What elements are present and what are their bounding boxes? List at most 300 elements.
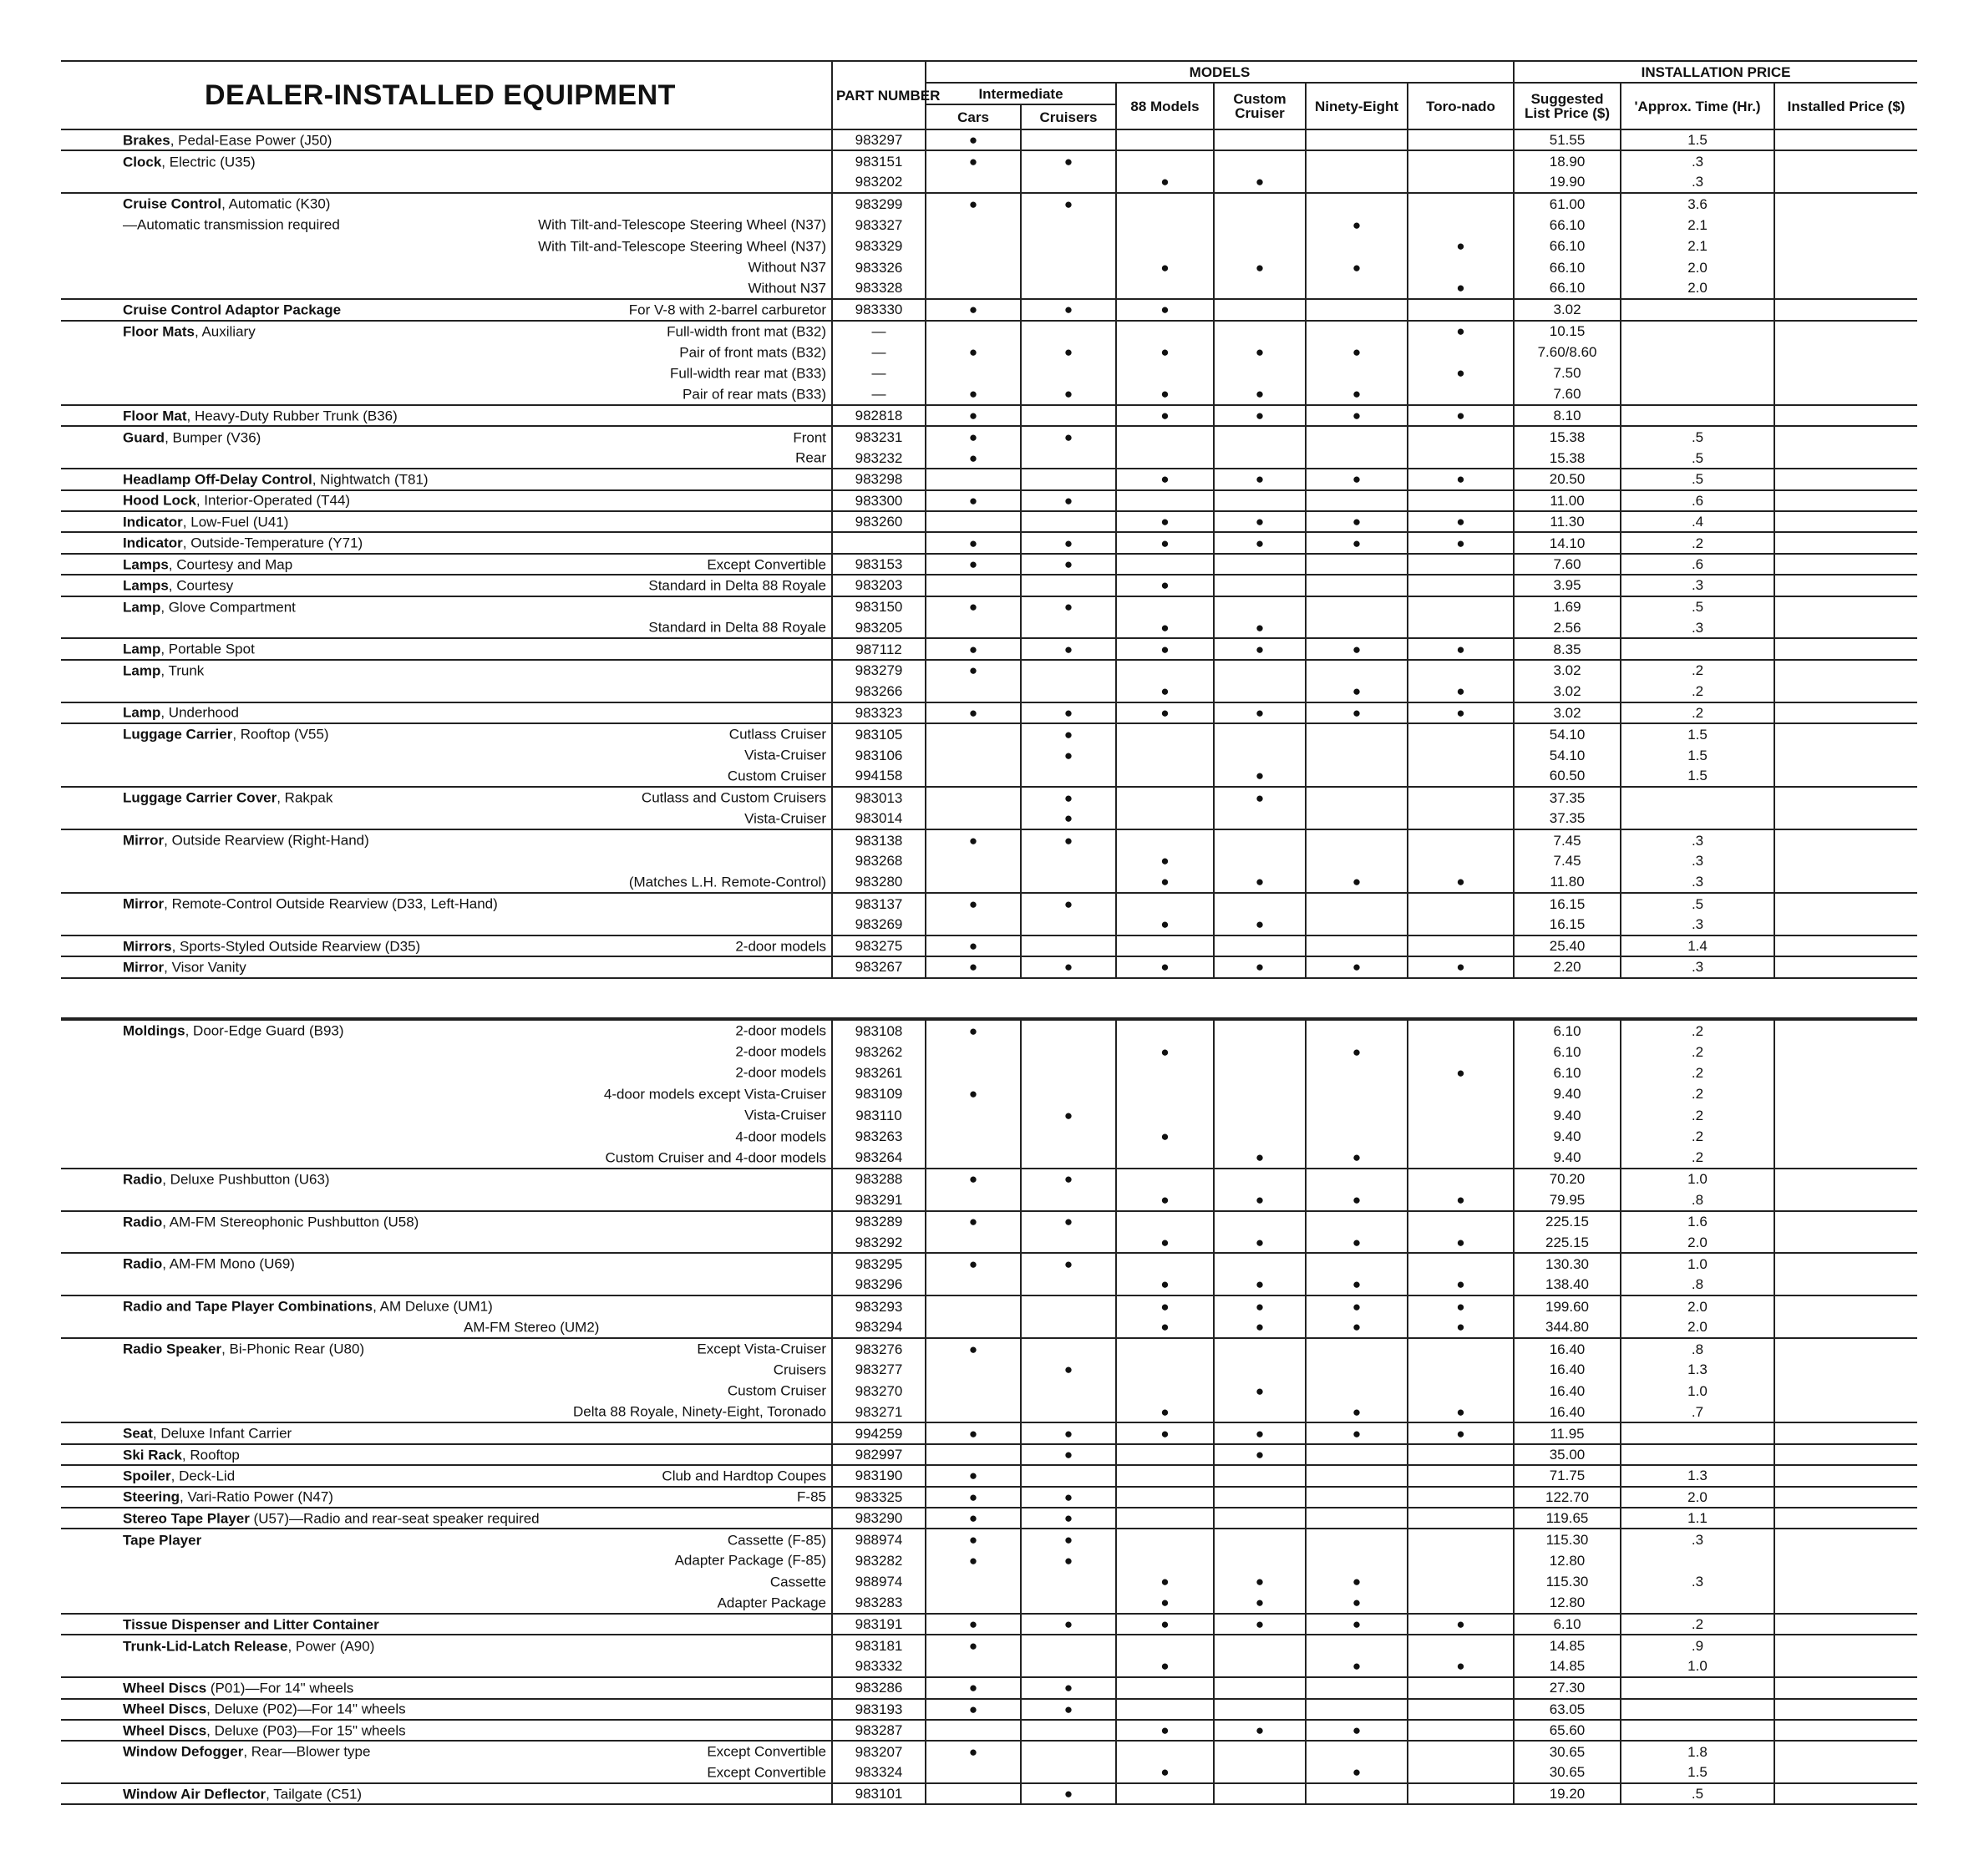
part-number: 983325 <box>832 1487 926 1508</box>
model-88-models-cell <box>1116 1316 1214 1337</box>
approx-time: .4 <box>1621 511 1774 532</box>
availability-dot-icon: ● <box>1352 1425 1362 1442</box>
list-price: 6.10 <box>1514 1614 1621 1635</box>
model-88-models-cell <box>1116 1614 1214 1635</box>
model-cars-cell <box>926 1316 1021 1337</box>
item-label <box>123 1702 406 1716</box>
model-toronado-cell <box>1408 1465 1514 1486</box>
installed-price <box>1774 1677 1917 1698</box>
installed-price <box>1774 1571 1917 1592</box>
model-toronado-cell <box>1408 532 1514 553</box>
list-price: 2.20 <box>1514 956 1621 977</box>
list-price: 11.80 <box>1514 872 1621 893</box>
item-description: —Automatic transmission required <box>123 216 340 233</box>
item-name: Lamp <box>123 662 161 679</box>
availability-dot-icon: ● <box>1255 386 1265 403</box>
model-toronado-cell <box>1408 1741 1514 1762</box>
model-toronado-cell <box>1408 342 1514 363</box>
list-price: 7.50 <box>1514 363 1621 383</box>
availability-dot-icon: ● <box>1063 895 1073 912</box>
model-cars-cell <box>926 1656 1021 1677</box>
model-88-models-cell <box>1116 850 1214 871</box>
model-cruisers-cell <box>1021 660 1116 681</box>
item-description: , AM-FM Stereophonic Pushbutton (U58) <box>162 1214 419 1230</box>
model-cruisers-cell <box>1021 1444 1116 1465</box>
list-price: 344.80 <box>1514 1316 1621 1337</box>
installed-price <box>1774 744 1917 765</box>
item-variant: 2-door models <box>735 1043 826 1060</box>
availability-dot-icon: ● <box>1160 1128 1170 1145</box>
table-row <box>61 342 1917 363</box>
item-cell <box>61 1635 832 1655</box>
model-ninety-eight-cell <box>1306 1232 1408 1253</box>
model-cars-cell <box>926 554 1021 575</box>
item-label <box>123 1024 344 1038</box>
approx-time: 1.0 <box>1621 1381 1774 1402</box>
model-88-models-cell <box>1116 150 1214 171</box>
list-price: 27.30 <box>1514 1677 1621 1698</box>
model-custom-cruiser-cell <box>1214 1020 1306 1041</box>
list-price: 30.65 <box>1514 1741 1621 1762</box>
model-ninety-eight-cell <box>1306 723 1408 744</box>
approx-time: .6 <box>1621 490 1774 511</box>
item-variant: Cutlass Cruiser <box>728 726 826 743</box>
model-toronado-cell <box>1408 384 1514 405</box>
model-cars-cell <box>926 426 1021 447</box>
model-88-models-cell <box>1116 1699 1214 1720</box>
model-toronado-cell <box>1408 511 1514 532</box>
model-88-models-cell <box>1116 1508 1214 1529</box>
installed-price <box>1774 1189 1917 1210</box>
approx-time: 1.0 <box>1621 1656 1774 1677</box>
availability-dot-icon: ● <box>968 408 978 424</box>
availability-dot-icon: ● <box>1160 471 1170 488</box>
list-price: 8.35 <box>1514 638 1621 659</box>
model-cruisers-cell <box>1021 702 1116 723</box>
approx-time <box>1621 405 1774 426</box>
model-88-models-cell <box>1116 1147 1214 1168</box>
model-88-models-cell <box>1116 1720 1214 1741</box>
installed-price <box>1774 702 1917 723</box>
model-custom-cruiser-cell <box>1214 150 1306 171</box>
item-cell <box>61 448 832 469</box>
model-cruisers-cell <box>1021 1529 1116 1549</box>
model-cars-cell <box>926 744 1021 765</box>
model-ninety-eight-cell <box>1306 1105 1408 1126</box>
part-number: 983151 <box>832 150 926 171</box>
model-custom-cruiser-cell <box>1214 1783 1306 1804</box>
item-cell <box>61 490 832 511</box>
part-number: 983328 <box>832 278 926 299</box>
model-custom-cruiser-cell <box>1214 1635 1306 1655</box>
table-row <box>61 1020 1917 1041</box>
item-label <box>123 133 332 147</box>
model-custom-cruiser-cell <box>1214 766 1306 787</box>
model-custom-cruiser-cell <box>1214 1487 1306 1508</box>
model-cruisers-cell <box>1021 1338 1116 1359</box>
model-ninety-eight-cell <box>1306 342 1408 363</box>
part-number: 983137 <box>832 893 926 914</box>
availability-dot-icon: ● <box>1063 599 1073 616</box>
model-toronado-cell <box>1408 1677 1514 1698</box>
list-price: 115.30 <box>1514 1529 1621 1549</box>
item-variant: Except Vista-Cruiser <box>697 1341 826 1357</box>
table-row <box>61 1783 1917 1804</box>
table-row <box>61 405 1917 426</box>
approx-time: .3 <box>1621 872 1774 893</box>
item-variant: Delta 88 Royale, Ninety-Eight, Toronado <box>572 1403 826 1420</box>
model-ninety-eight-cell <box>1306 405 1408 426</box>
model-custom-cruiser-cell <box>1214 829 1306 850</box>
list-price: 138.40 <box>1514 1275 1621 1295</box>
model-ninety-eight-cell <box>1306 129 1408 150</box>
item-cell <box>61 342 832 363</box>
table-row <box>61 469 1917 489</box>
approx-time: .7 <box>1621 1402 1774 1422</box>
list-price: 3.95 <box>1514 575 1621 596</box>
model-cruisers-cell <box>1021 1275 1116 1295</box>
item-cell <box>61 1041 832 1062</box>
availability-dot-icon: ● <box>968 959 978 976</box>
availability-dot-icon: ● <box>1160 1043 1170 1060</box>
list-price: 7.45 <box>1514 850 1621 871</box>
model-ninety-eight-cell <box>1306 1741 1408 1762</box>
list-price: 7.60/8.60 <box>1514 342 1621 363</box>
list-price: 63.05 <box>1514 1699 1621 1720</box>
item-variant: Except Convertible <box>707 1743 826 1760</box>
table-row <box>61 1105 1917 1126</box>
installed-price <box>1774 893 1917 914</box>
model-ninety-eight-cell <box>1306 256 1408 277</box>
approx-time: .2 <box>1621 1041 1774 1062</box>
item-label <box>123 155 256 169</box>
model-cruisers-cell <box>1021 215 1116 236</box>
availability-dot-icon: ● <box>1160 302 1170 318</box>
availability-dot-icon: ● <box>1255 641 1265 657</box>
model-ninety-eight-cell <box>1306 1083 1408 1104</box>
model-custom-cruiser-cell <box>1214 490 1306 511</box>
model-custom-cruiser-cell <box>1214 1508 1306 1529</box>
model-cruisers-cell <box>1021 1126 1116 1147</box>
model-cruisers-cell <box>1021 554 1116 575</box>
item-cell <box>61 1316 832 1337</box>
model-cruisers-cell <box>1021 638 1116 659</box>
approx-time: .8 <box>1621 1189 1774 1210</box>
model-cruisers-cell <box>1021 278 1116 299</box>
item-cell <box>61 1020 832 1041</box>
model-custom-cruiser-cell <box>1214 1295 1306 1316</box>
item-cell <box>61 532 832 553</box>
model-custom-cruiser-cell <box>1214 1253 1306 1274</box>
model-toronado-cell <box>1408 193 1514 214</box>
list-price: 20.50 <box>1514 469 1621 489</box>
model-custom-cruiser-cell <box>1214 342 1306 363</box>
availability-dot-icon: ● <box>1063 810 1073 827</box>
model-custom-cruiser-cell <box>1214 596 1306 617</box>
model-88-models-cell <box>1116 1083 1214 1104</box>
list-price: 15.38 <box>1514 426 1621 447</box>
approx-time: .3 <box>1621 829 1774 850</box>
part-number: 983323 <box>832 702 926 723</box>
item-name: Indicator <box>123 514 183 530</box>
approx-time: 1.5 <box>1621 723 1774 744</box>
availability-dot-icon: ● <box>1063 747 1073 763</box>
model-88-models-cell <box>1116 1762 1214 1783</box>
item-variant: Pair of rear mats (B33) <box>683 386 826 403</box>
installed-price <box>1774 660 1917 681</box>
item-variant: Without N37 <box>748 280 826 297</box>
approx-time: 1.8 <box>1621 1741 1774 1762</box>
model-ninety-eight-cell <box>1306 215 1408 236</box>
availability-dot-icon: ● <box>1160 1234 1170 1250</box>
model-cars-cell <box>926 1529 1021 1549</box>
availability-dot-icon: ● <box>1063 344 1073 361</box>
table-row <box>61 617 1917 638</box>
installed-price <box>1774 363 1917 383</box>
model-cars-cell <box>926 172 1021 193</box>
availability-dot-icon: ● <box>968 344 978 361</box>
item-description: , Deluxe (P02)—For 14" wheels <box>206 1701 406 1717</box>
model-cruisers-cell <box>1021 1359 1116 1380</box>
item-label <box>123 1172 330 1186</box>
model-88-models-cell <box>1116 1402 1214 1422</box>
availability-dot-icon: ● <box>1063 1680 1073 1696</box>
approx-time: .3 <box>1621 850 1774 871</box>
model-cars-cell <box>926 1487 1021 1508</box>
approx-time: .3 <box>1621 956 1774 977</box>
model-cruisers-cell <box>1021 723 1116 744</box>
model-cars-cell <box>926 1402 1021 1422</box>
model-88-models-cell <box>1116 426 1214 447</box>
installed-price <box>1774 1381 1917 1402</box>
model-toronado-cell <box>1408 299 1514 320</box>
model-custom-cruiser-cell <box>1214 426 1306 447</box>
list-price: 122.70 <box>1514 1487 1621 1508</box>
availability-dot-icon: ● <box>1352 344 1362 361</box>
model-ninety-eight-cell <box>1306 1211 1408 1232</box>
part-number: 983262 <box>832 1041 926 1062</box>
approx-time <box>1621 342 1774 363</box>
table-row <box>61 1656 1917 1677</box>
col-group-intermediate: Intermediate <box>926 83 1116 104</box>
availability-dot-icon: ● <box>1255 1276 1265 1293</box>
model-cars-cell <box>926 363 1021 383</box>
availability-dot-icon: ● <box>1352 1234 1362 1250</box>
list-price: 37.35 <box>1514 787 1621 808</box>
model-88-models-cell <box>1116 1359 1214 1380</box>
model-88-models-cell <box>1116 172 1214 193</box>
part-number: — <box>832 342 926 363</box>
availability-dot-icon: ● <box>968 1680 978 1696</box>
model-cruisers-cell <box>1021 809 1116 829</box>
model-toronado-cell <box>1408 1126 1514 1147</box>
table-row <box>61 766 1917 787</box>
model-cruisers-cell <box>1021 1762 1116 1783</box>
availability-dot-icon: ● <box>1456 704 1465 721</box>
availability-dot-icon: ● <box>1255 916 1265 933</box>
list-price: 30.65 <box>1514 1762 1621 1783</box>
model-toronado-cell <box>1408 1083 1514 1104</box>
model-ninety-eight-cell <box>1306 744 1408 765</box>
model-cars-cell <box>926 469 1021 489</box>
model-toronado-cell <box>1408 1041 1514 1062</box>
model-toronado-cell <box>1408 363 1514 383</box>
availability-dot-icon: ● <box>1063 195 1073 212</box>
page-title: DEALER-INSTALLED EQUIPMENT <box>61 61 832 129</box>
model-custom-cruiser-cell <box>1214 681 1306 702</box>
model-88-models-cell <box>1116 215 1214 236</box>
table-row <box>61 215 1917 236</box>
model-88-models-cell <box>1116 893 1214 914</box>
item-cell <box>61 914 832 935</box>
approx-time: 2.0 <box>1621 1487 1774 1508</box>
model-toronado-cell <box>1408 809 1514 829</box>
item-cell <box>61 1147 832 1168</box>
item-name: Floor Mat <box>123 408 187 424</box>
model-ninety-eight-cell <box>1306 1783 1408 1804</box>
model-cars-cell <box>926 1635 1021 1655</box>
installed-price <box>1774 766 1917 787</box>
model-ninety-eight-cell <box>1306 893 1408 914</box>
table-row <box>61 914 1917 935</box>
installed-price <box>1774 681 1917 702</box>
model-cars-cell <box>926 236 1021 256</box>
list-price: 9.40 <box>1514 1126 1621 1147</box>
part-number: 983270 <box>832 1381 926 1402</box>
model-cruisers-cell <box>1021 1593 1116 1614</box>
approx-time: 1.0 <box>1621 1169 1774 1189</box>
list-price: 115.30 <box>1514 1571 1621 1592</box>
item-label <box>123 1681 353 1695</box>
availability-dot-icon: ● <box>1255 789 1265 806</box>
item-name: Cruise Control Adaptor Package <box>123 302 342 318</box>
item-variant: Custom Cruiser <box>727 768 826 784</box>
installed-price <box>1774 469 1917 489</box>
model-toronado-cell <box>1408 1316 1514 1337</box>
model-ninety-eight-cell <box>1306 1614 1408 1635</box>
list-price: 6.10 <box>1514 1020 1621 1041</box>
availability-dot-icon: ● <box>1063 154 1073 170</box>
part-number: 983191 <box>832 1614 926 1635</box>
item-variant: For V-8 with 2-barrel carburetor <box>628 302 826 318</box>
availability-dot-icon: ● <box>1160 386 1170 403</box>
table-row <box>61 956 1917 977</box>
model-custom-cruiser-cell <box>1214 172 1306 193</box>
col-group-models: MODELS <box>926 61 1514 83</box>
table-row <box>61 872 1917 893</box>
model-ninety-eight-cell <box>1306 660 1408 681</box>
item-cell <box>61 1359 832 1380</box>
model-cars-cell <box>926 1444 1021 1465</box>
availability-dot-icon: ● <box>1352 959 1362 976</box>
part-number: 983279 <box>832 660 926 681</box>
model-custom-cruiser-cell <box>1214 1529 1306 1549</box>
part-number: 983271 <box>832 1402 926 1422</box>
approx-time: 2.1 <box>1621 215 1774 236</box>
model-cars-cell <box>926 1275 1021 1295</box>
model-toronado-cell <box>1408 1508 1514 1529</box>
model-cars-cell <box>926 1381 1021 1402</box>
availability-dot-icon: ● <box>1160 1319 1170 1336</box>
item-label <box>123 1639 374 1653</box>
availability-dot-icon: ● <box>1160 577 1170 594</box>
table-row <box>61 893 1917 914</box>
model-cars-cell <box>926 723 1021 744</box>
item-cell <box>61 511 832 532</box>
part-number: 983232 <box>832 448 926 469</box>
availability-dot-icon: ● <box>968 1488 978 1505</box>
list-price: 60.50 <box>1514 766 1621 787</box>
list-price: 70.20 <box>1514 1169 1621 1189</box>
model-custom-cruiser-cell <box>1214 1359 1306 1380</box>
part-number <box>832 532 926 553</box>
model-custom-cruiser-cell <box>1214 638 1306 659</box>
model-cars-cell <box>926 1783 1021 1804</box>
table-row <box>61 1359 1917 1380</box>
model-cars-cell <box>926 1147 1021 1168</box>
part-number: 983286 <box>832 1677 926 1698</box>
model-toronado-cell <box>1408 617 1514 638</box>
part-number: 983275 <box>832 935 926 956</box>
model-cars-cell <box>926 1169 1021 1189</box>
model-88-models-cell <box>1116 872 1214 893</box>
installed-price <box>1774 1699 1917 1720</box>
availability-dot-icon: ● <box>1456 1658 1465 1675</box>
item-name: Ski Rack <box>123 1447 182 1463</box>
model-cars-cell <box>926 893 1021 914</box>
model-88-models-cell <box>1116 1677 1214 1698</box>
model-cruisers-cell <box>1021 1487 1116 1508</box>
item-label <box>123 430 261 444</box>
model-custom-cruiser-cell <box>1214 469 1306 489</box>
part-number: 983288 <box>832 1169 926 1189</box>
model-88-models-cell <box>1116 1062 1214 1083</box>
item-variant: Adapter Package (F-85) <box>674 1552 826 1569</box>
model-cruisers-cell <box>1021 1635 1116 1655</box>
item-variant: With Tilt-and-Telescope Steering Wheel (N37) <box>538 238 826 255</box>
model-88-models-cell <box>1116 129 1214 150</box>
item-variant: Custom Cruiser <box>727 1382 826 1399</box>
model-cruisers-cell <box>1021 787 1116 808</box>
model-ninety-eight-cell <box>1306 554 1408 575</box>
availability-dot-icon: ● <box>1160 874 1170 890</box>
model-toronado-cell <box>1408 1656 1514 1677</box>
approx-time: 2.0 <box>1621 278 1774 299</box>
model-ninety-eight-cell <box>1306 1422 1408 1443</box>
item-label <box>123 791 332 805</box>
item-cell <box>61 1422 832 1443</box>
list-price: 119.65 <box>1514 1508 1621 1529</box>
item-name: Window Air Deflector <box>123 1786 266 1802</box>
table-row <box>61 1147 1917 1168</box>
item-description: , Interior-Operated (T44) <box>195 492 351 509</box>
item-variant: Without N37 <box>748 259 826 276</box>
model-88-models-cell <box>1116 1232 1214 1253</box>
part-number: 983205 <box>832 617 926 638</box>
availability-dot-icon: ● <box>1160 959 1170 976</box>
model-ninety-eight-cell <box>1306 1402 1408 1422</box>
col-cars: Cars <box>926 104 1021 129</box>
installed-price <box>1774 278 1917 299</box>
item-name: Lamps <box>123 577 169 594</box>
model-ninety-eight-cell <box>1306 426 1408 447</box>
availability-dot-icon: ● <box>1456 682 1465 699</box>
item-label <box>123 728 329 742</box>
model-toronado-cell <box>1408 723 1514 744</box>
model-toronado-cell <box>1408 448 1514 469</box>
item-cell <box>61 935 832 956</box>
model-ninety-eight-cell <box>1306 1316 1408 1337</box>
